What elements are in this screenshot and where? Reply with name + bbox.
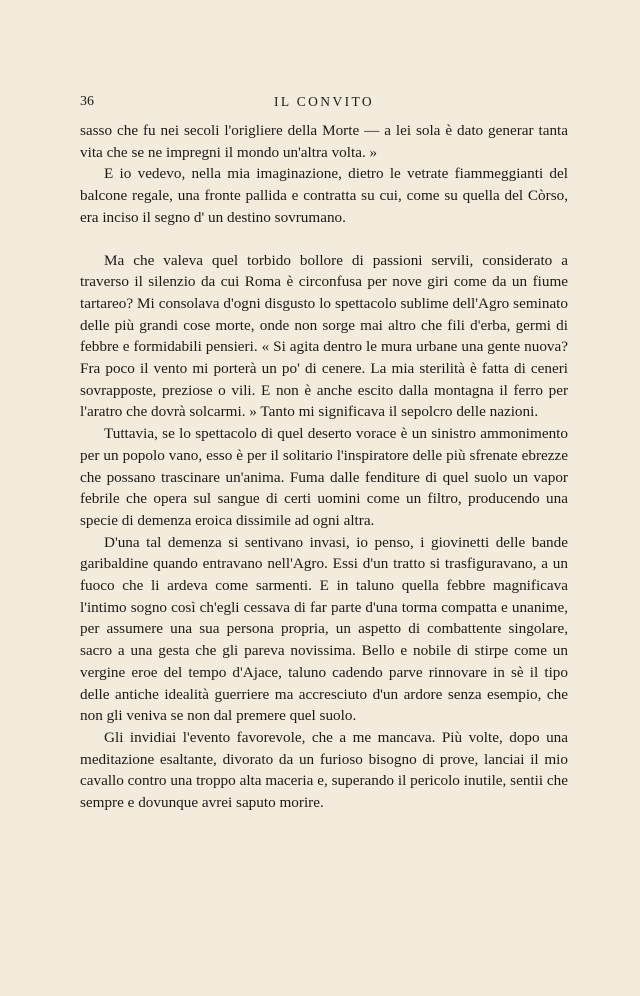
paragraph-section-start: Ma che valeva quel torbido bollore di passioni servili, considerato a traverso il silenzio da cui Roma è circonfusa per nove giri come da un fiume tartareo? Mi consolava d'ogni disgusto lo spettacolo sublime dell'Agro seminato delle più grandi cose morte, onde non sorge mai altro che fili d'erba, germi di febbre e formidabili pensieri. « Si agita dentro le mura urbane una gente nuova? Fra poco il vento mi porterà un po' di cenere. La mia sterilità è fatta di ceneri sovrapposte, preziose o vili. E non è anche escito dalla montagna il ferro per l'aratro che dovrà solcarmi. » Tanto mi significava il sepolcro delle nazioni. — [80, 251, 568, 421]
paragraph-continued: sasso che fu nei secoli l'origliere della Morte — a lei sola è dato generar tanta vita che se ne impregni il mondo un'altra volta. » — [80, 122, 568, 161]
running-head — [80, 94, 568, 114]
paragraph: Gli invidiai l'evento favorevole, che a me mancava. Più volte, dopo una meditazione esaltante, divorato da un furioso bisogno di prove, lanciai il mio cavallo contro una troppo alta maceria e, superando il pericolo inutile, sentii che sempre e dovunque avrei saputo morire. — [80, 728, 568, 812]
paragraph: E io vedevo, nella mia imaginazione, dietro le vetrate fiammeggianti del balcone regale, una fronte pallida e contratta su cui, come su quella del Còrso, era inciso il segno d' un destino sovrumano. — [80, 165, 568, 226]
paragraph: Tuttavia, se lo spettacolo di quel deserto vorace è un sinistro ammonimento per un popolo vano, esso è per il solitario l'inspiratore delle più sfrenate ebrezze che possano trascinare un'anima. Fuma dalle fenditure di quel suolo un vapor febrile che opera sul sangue di certi uomini come un filtro, producendo una specie di demenza eroica dissimile ad ogni altra. — [80, 425, 568, 529]
paragraph: D'una tal demenza si sentivano invasi, io penso, i giovinetti delle bande garibaldine quando entravano nell'Agro. Essi d'un tratto si trasfiguravano, a un fuoco che li ardeva come sarmenti. E in taluno quella febbre magnificava l'intimo sogno così ch'egli cessava di far parte d'una torma compatta e unanime, per assumere una sua persona propria, un aspetto di combattente singolare, sacro a una gesta che gli pareva novissima. Bello e nobile di stirpe come un vergine eroe del tempo d'Ajace, taluno cadendo parve rinnovare in sè il tipo delle antiche idealità guerriere ma accresciuto d'un ardore senza esempio, che non gli veniva se non dal premere quel suolo. — [80, 533, 568, 725]
body-text — [80, 120, 568, 814]
running-title: IL CONVITO — [273, 94, 375, 109]
page-number: 36 — [80, 94, 94, 109]
